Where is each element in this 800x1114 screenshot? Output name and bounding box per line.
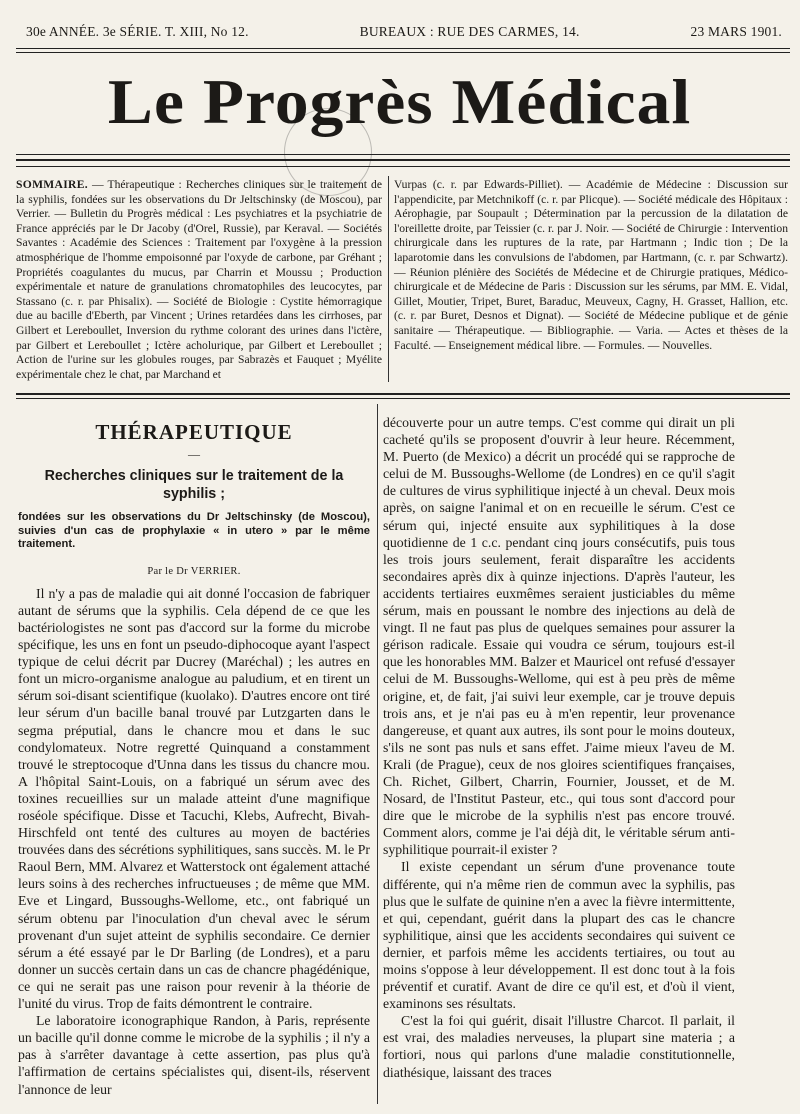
masthead-rule-thin [16, 166, 790, 167]
journal-title: Le Progrès Médical [108, 67, 692, 137]
summary-left [16, 178, 382, 382]
masthead-rule [16, 154, 790, 155]
header-rule [16, 48, 790, 49]
office-address: BUREAUX : RUE DES CARMES, 14. [359, 24, 580, 39]
paragraph: Il existe cependant un sérum d'une provenance toute différente, qui n'a même rien de commun avec la syphilis, pas plus que le sulfate de quinine n'en a avec la fièvre intermittente, et qui, cependant, guérit dans la plupart des cas le chancre syphilitique, ainsi que les accidents secondaires qui suivent ce dernier, et parfois même les accidents tertiaires, ou tout au moins s'oppose à leur développement. Il est donc tout à la fois préventif et curatif. Avant de dire ce qu'il est, et d'où il vient, examinons ses résultats. [383, 859, 735, 1012]
article-title: Recherches cliniques sur le traitement de la syphilis ; [44, 468, 344, 502]
paragraph: découverte pour un autre temps. C'est comme qui dirait un pli cacheté qu'ils se proposent d'ouvrir à leur heure. Récemment, M. Puerto (de Mexico) a décrit un procédé qui se rapproche de celui de M. Bussoughs-Wellome (de Londres) en ce qu'il s'agit de cultures de virus syphilitique injecté à un cheval. Deux mois après, on saigne l'animal et on en recueille le sérum. C'est ce sérum qui, injecté ensuite aux syphilitiques à la dose quotidienne de 1 c.c. pendant cinq jours consécutifs, puis tous les trois jours seulement, ferait disparaître les accidents secondaires après dix à quinze injections. D'après l'auteur, les accidents tertiaires euxmêmes seraient justiciables du même sérum, mais en poussant le nombre des injections au delà de vingt. Il ne faut pas plus de quelques semaines pour assurer la gérison radicale. Essaie qui voudra ce sérum, toujours est-il que les honorables MM. Balzer et Mauricel ont refusé d'essayer celui de M. Bussoughs-Wellome, qui est à peu près de même origine, et, de fait, j'ai suivi leur exemple, car je trouve depuis trois ans, et je n'ai pas eu à m'en repentir, leur provenance dangereuse, et quant aux autres, ils sont pour le moins douteux, s'ils ne sont pas nuls et sans effet. J'aime mieux l'aveu de M. Krali (de Prague), ceux de nos gloires scientifiques françaises, Ch. Richet, Gilbert, Charrin, Fournier, Jousset, et de M. Nosard, de l'Institut Pasteur, etc., qui tous sont d'accord pour dire que le microbe de la syphilis n'est pas encore trouvé. Comment alors, comme je l'ai déjà dit, le véritable sérum anti-syphilitique pourrait-il exister ? [383, 415, 735, 858]
section-dash: — [188, 447, 200, 461]
issue-number: 30e ANNÉE. 3e SÉRIE. T. XIII, No 12. [26, 24, 249, 39]
summary-rule [16, 393, 790, 395]
summary-divider [388, 176, 389, 382]
summary-left-text: — Thérapeutique : Recherches cliniques sur le traitement de la syphilis, fondées sur les observations du Dr Jeltschinsky (de Moscou), par Verrier. — Bulletin du Progrès médical : Les psychiatres et la psychiatrie de France appréciés par le Dr Jacoby (d'Orel, Russie), par Keraval. — Sociétés Savantes : Académie des Sciences : Traitement par l'oxygène à la pression atmosphérique de l'homme empoisonné par l'oxyde de carbone, par Gréhant ; Propriétés coagulantes du mucus, par Charrin et Moussu ; Production expérimentale et nature de granulations chromatophiles des leucocytes, par Stassano (c. r. par Phisalix). — Société de Biologie : Cystite hémorragique due au bacille d'Eberth, par Vincent ; Urines retardées dans les cirrhoses, par Gilbert et Lereboullet, Inversion du rythme colorant des urines dans l'ictère, par Gilbert et Lereboullet ; Ictère acholurique, par Gilbert et Lereboullet ; Action de l'urine sur les globules rouges, par Sabrazès et Fauquet ; Myélite expérimentale chez le chat, par Marchand et [16, 178, 382, 381]
paragraph: C'est la foi qui guérit, disait l'illustre Charcot. Il parlait, il est vrai, des maladies nerveuses, la plupart sine materia ; a fortiori, nous qui parlons d'une maladie constitutionnelle, diathésique, laissant des traces [383, 1013, 735, 1080]
masthead-rule-thick [16, 159, 790, 161]
paragraph: Il n'y a pas de maladie qui ait donné l'occasion de fabriquer autant de sérums que la syphilis. Cela dépend de ce que les bactériologistes ne sont pas d'accord sur la forme du microbe spécifique, les uns en font un pseudo-diphocoque ayant l'aspect typique de celui décrit par Ducrey (Maréchal) ; les autres en font un micro-organisme analogue au paludium, et en tirent un sérum soi-disant scientifique (kuolako). D'autres encore ont tiré leur sérum d'un bacille banal trouvé par Lutzgarten dans le segma préputial, dans le chancre mou et dans le suc condylomateux. Notre regretté Quinquand a constamment trouvé le streptocoque d'Unna dans les tissus du chancre mou. A l'hôpital Saint-Louis, on a fabriqué un sérum avec des toxines recueillies sur un malade atteint d'une magnifique roséole spécifique. Disse et Tacuchi, Klebs, Aufrecht, Bivah-Hirschfeld ont tenté des cultures au moyen de bactéries trouvées dans des sécrétions syphilitiques, sans succès. M. le Pr Raoul Bern, MM. Alvarez et Watterstock ont également attaché leurs soins à des recherches infructueuses ; de même que MM. Eve et Lingard, Bussoughs-Wellome, etc., ont fabriqué un sérum obtenu par l'inoculation d'un cheval avec le sérum provenant d'un sujet atteint de syphilis secondaire. Ce dernier sérum a été essayé par le Dr Barling (de Londres), et a paru donner un succès certain dans un cas de chancre phagédénique, ce qui ne serait pas une raison pour revenir à la théorie de l'unité du virus. Trop de faits démontrent le contraire. [18, 585, 370, 1012]
summary-rule-thin [16, 398, 790, 399]
summary-right [394, 178, 788, 353]
article-left-column [18, 420, 370, 1098]
article-right-column [383, 414, 735, 1081]
header-rule-thin [16, 52, 790, 53]
article-body-left [18, 585, 370, 1098]
column-divider [377, 404, 378, 1104]
article-subtitle: fondées sur les observations du Dr Jeltschinsky (de Moscou), suivies d'un cas de prophylaxie « in utero » par le même traitement. [18, 511, 370, 551]
paragraph: Le laboratoire iconographique Randon, à Paris, représente un bacille qu'il donne comme le microbe de la syphilis ; il n'y a pas à s'arrêter davantage à cette assertion, pas plus qu'à l'affirmation de certains spécialistes qui, disent-ils, réservent l'annonce de leur [18, 1013, 370, 1097]
summary-label: SOMMAIRE. [16, 178, 88, 191]
summary-right-text: Vurpas (c. r. par Edwards-Pilliet). — Académie de Médecine : Discussion sur l'appendicite, par Metchnikoff (c. r. par Plicque). — Société médicale des Hôpitaux : Aérophagie, par Soupault ; Détermination par la percussion de la dilatation de l'oreillette droite, par Teissier (c. r. par J. Noir. — Société de Chirurgie : Intervention chirurgicale dans les ruptures de la rate, par Hartmann ; Indic tion ; De la laparotomie dans les convulsions de l'abdomen, par Hartmann, (c. r. par Schwartz). — Réunion plénière des Sociétés de Médecine et de Chirurgie pratiques, Médico-chirurgicale et de Médecine de Paris : Discussion sur les sérums, par MM. E. Vidal, Gillet, Moutier, Tripet, Buret, Baraduc, Meuveux, Cagny, H. Grasset, Hallion, etc. (c. r. par Buret, Desnos et Dignat). — Société de Médecine publique et de génie sanitaire — Thérapeutique. — Bibliographie. — Varia. — Actes et thèses de la Faculté. — Enseignement médical libre. — Formules. — Nouvelles. [394, 178, 788, 352]
section-title: THÉRAPEUTIQUE [95, 420, 293, 444]
issue-date: 23 MARS 1901. [690, 24, 782, 39]
issue-header [26, 24, 782, 42]
masthead [0, 64, 800, 140]
article-byline: Par le Dr VERRIER. [147, 565, 241, 577]
